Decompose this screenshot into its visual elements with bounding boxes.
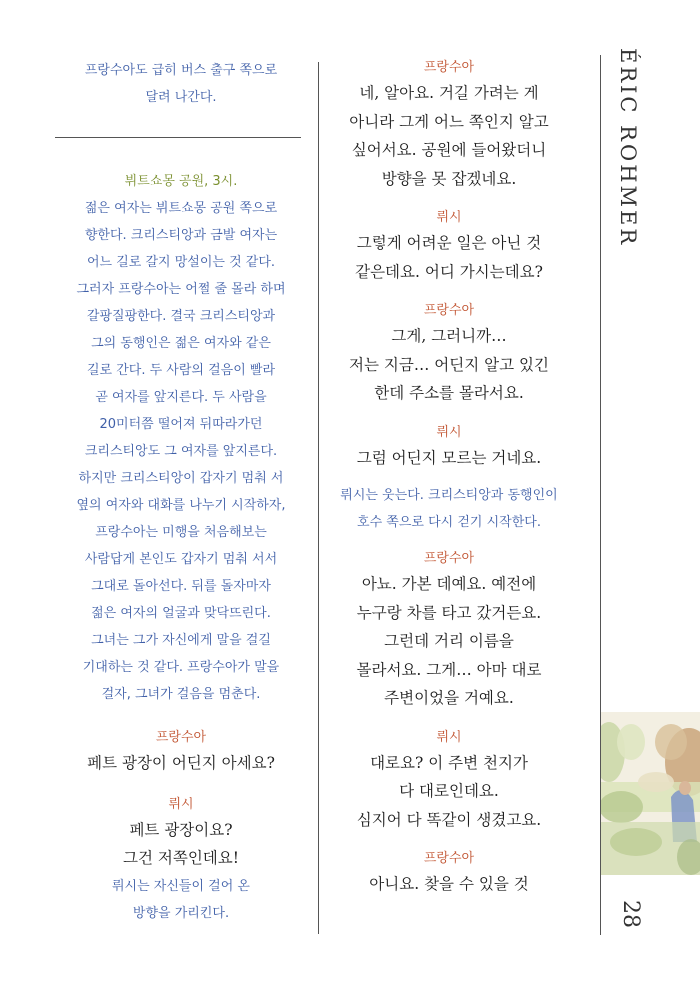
direction-line: 기대하는 것 같다. 프랑수아가 말을 — [82, 660, 280, 675]
direction-line: 곧 여자를 앞지른다. 두 사람을 — [95, 390, 267, 405]
direction-line: 프랑수아는 미행을 처음해보는 — [95, 525, 267, 540]
dialogue-line: 아니요. 찾을 수 있을 것 — [369, 875, 529, 893]
speaker-name: 프랑수아 — [423, 851, 475, 866]
direction-line: 길로 간다. 두 사람의 걸음이 빨라 — [86, 363, 276, 378]
speaker-name: 뤼시 — [436, 424, 462, 440]
direction-line: 그러자 프랑수아는 어쩔 줄 몰라 하며 — [76, 282, 286, 297]
direction-line: 어느 길로 갈지 망설이는 것 같다. — [86, 255, 276, 270]
direction-line: 젊은 여자는 뷔트쇼몽 공원 쪽으로 — [84, 201, 278, 216]
dialogue-line: 다 대로인데요. — [399, 782, 499, 800]
speaker-name: 프랑수아 — [423, 551, 475, 566]
direction-line: 젊은 여자의 얼굴과 맞닥뜨린다. — [91, 606, 271, 621]
left-column — [40, 0, 322, 927]
watercolor-illustration — [601, 712, 700, 875]
direction-line: 그녀는 그가 자신에게 말을 걸길 — [91, 633, 271, 648]
action-paragraph — [40, 195, 322, 708]
direction-line: 20미터쯤 떨어져 뒤따라가던 — [99, 417, 263, 432]
speaker-name: 뤼시 — [168, 796, 194, 812]
direction-line: 걸자, 그녀가 걸음을 멈춘다. — [101, 687, 261, 702]
dialogue-line: 페트 광장이요? — [129, 820, 233, 839]
speaker-name: 프랑수아 — [423, 60, 475, 75]
speaker-name: 뤼시 — [436, 210, 462, 225]
intro-direction — [40, 57, 322, 111]
direction-line: 뤼시는 자신들이 걸어 온 — [112, 878, 250, 894]
dialogue-line: 그런데 거리 이름을 — [384, 632, 514, 650]
page-number: 28 — [618, 900, 643, 928]
speaker-name: 뤼시 — [436, 729, 462, 745]
direction-line: 달려 나간다. — [145, 90, 217, 105]
dialogue-line: 그렇게 어려운 일은 아닌 것 — [356, 234, 542, 252]
scene-heading: 뷔트쇼몽 공원, 3시. — [124, 174, 238, 189]
dialogue-line: 그럼 어딘지 모르는 거네요. — [356, 448, 542, 467]
dialogue-line: 아니라 그게 어느 쪽인지 알고 — [349, 112, 549, 131]
dialogue-line: 같은데요. 어디 가시는데요? — [355, 262, 543, 281]
dialogue-line: 주변이었을 거예요. — [384, 689, 514, 707]
dialogue-line: 방향을 못 잡겠네요. — [381, 169, 517, 188]
direction-line: 사람답게 본인도 갑자기 멈춰 서서 — [84, 552, 278, 567]
direction-line: 그의 동행인은 젊은 여자와 같은 — [91, 336, 271, 351]
direction-line: 옆의 여자와 대화를 나누기 시작하자, — [76, 498, 286, 513]
dialogue-line: 그게, 그러니까… — [391, 327, 507, 345]
dialogue-line: 대로요? 이 주변 천지가 — [370, 753, 528, 772]
dialogue-line: 심지어 다 똑같이 생겼고요. — [356, 810, 542, 829]
dialogue-line: 아뇨. 가본 데예요. 예전에 — [361, 575, 537, 593]
direction-line: 하지만 크리스티앙이 갑자기 멈춰 서 — [78, 471, 284, 486]
author-name: ÉRIC ROHMER — [616, 48, 640, 248]
dialogue-line: 그건 저쪽인데요! — [123, 849, 239, 867]
direction-line: 프랑수아도 급히 버스 출구 쪽으로 — [84, 63, 278, 78]
dialogue-line: 몰라서요. 그게… 아마 대로 — [356, 660, 542, 679]
dialogue-line: 저는 지금… 어딘지 알고 있긴 — [349, 355, 549, 374]
direction-line: 호수 쪽으로 다시 걷기 시작한다. — [357, 515, 541, 530]
speaker-name: 프랑수아 — [155, 730, 207, 745]
dialogue-line: 한데 주소를 몰라서요. — [374, 384, 524, 402]
direction-line: 향한다. 크리스티앙과 금발 여자는 — [84, 228, 278, 243]
dialogue-line: 누구랑 차를 타고 갔거든요. — [356, 603, 542, 622]
speaker-name: 프랑수아 — [423, 303, 475, 318]
right-column — [318, 0, 580, 899]
direction-line: 뤼시는 웃는다. 크리스티앙과 동행인이 — [340, 488, 558, 503]
dialogue-line: 페트 광장이 어딘지 아세요? — [87, 754, 275, 772]
direction-line: 방향을 가리킨다. — [132, 905, 230, 921]
direction-line: 갈팡질팡한다. 결국 크리스티앙과 — [86, 309, 276, 324]
direction-line: 그대로 돌아선다. 뒤를 돌자마자 — [91, 579, 271, 594]
direction-line: 크리스티앙도 그 여자를 앞지른다. — [84, 444, 278, 459]
dialogue-line: 네, 알아요. 거길 가려는 게 — [359, 84, 539, 102]
dialogue-line: 싶어서요. 공원에 들어왔더니 — [351, 141, 547, 159]
